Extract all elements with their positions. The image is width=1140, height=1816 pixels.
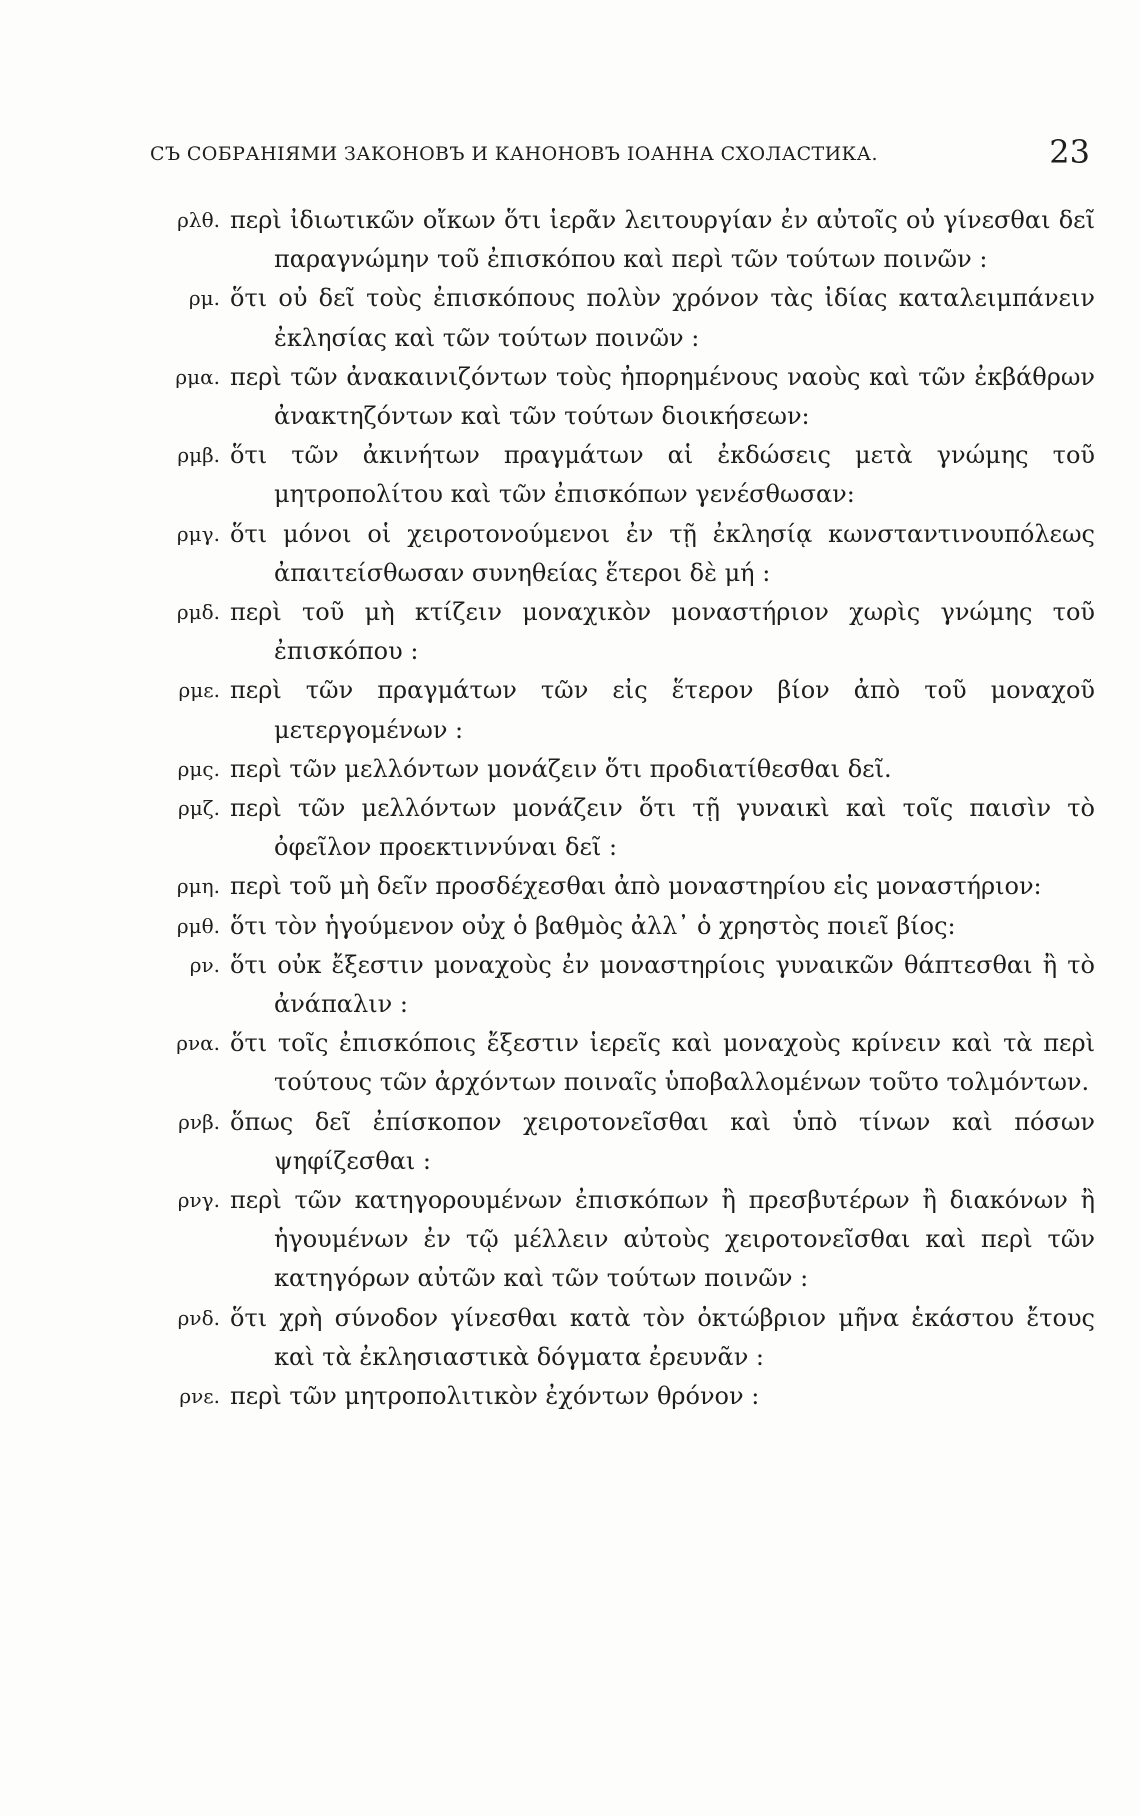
canon-text: περὶ τοῦ μὴ δεῖν προσδέχεσθαι ἀπὸ μοναστηρίου εἰς μοναστήριον:: [230, 872, 1042, 901]
canon-number: ρμ.: [188, 286, 220, 311]
canon-text: περὶ τοῦ μὴ κτίζειν μοναχικὸν μοναστήριον χωρὶς γνώμης τοῦ ἐπισκόπου :: [230, 598, 1095, 666]
canon-number: ρνβ.: [178, 1109, 220, 1134]
canon-text: ὅτι τοῖς ἐπισκόποις ἔξεστιν ἱερεῖς καὶ μοναχοὺς κρίνειν καὶ τὰ περὶ τούτους τῶν ἀρχόντων ποιναῖς ὑποβαλλομένων τοῦτο τολμόντων.: [230, 1029, 1095, 1097]
canon-text: ὅτι χρὴ σύνοδον γίνεσθαι κατὰ τὸν ὀκτώβριον μῆνα ἑκάστου ἔτους καὶ τὰ ἐκλησιαστικὰ δόγματα ἐρευνᾶν :: [230, 1303, 1095, 1371]
canon-entry: [160, 515, 1095, 593]
canon-text: ὅτι τὸν ἡγούμενον οὐχ ὁ βαθμὸς ἀλλ᾽ ὁ χρηστὸς ποιεῖ βίος:: [230, 911, 956, 940]
canon-entry: [160, 867, 1095, 906]
canon-number: ρμδ.: [176, 600, 220, 625]
canon-entry: [160, 593, 1095, 671]
canon-text: ὅτι οὐ δεῖ τοὺς ἐπισκόπους πολὺν χρόνον τὰς ἰδίας καταλειμπάνειν ἐκλησίας καὶ τῶν τούτων ποινῶν :: [230, 284, 1095, 352]
canon-number: ρμα.: [175, 364, 220, 389]
canon-number: ρνε.: [179, 1384, 220, 1409]
canon-text: περὶ τῶν μελλόντων μονάζειν ὅτι προδιατίθεσθαι δεῖ.: [230, 754, 892, 783]
canon-text: ὅτι μόνοι οἱ χειροτονούμενοι ἐν τῇ ἐκλησίᾳ κωνσταντινουπόλεως ἀπαιτείσθωσαν συνηθείας ἕτεροι δὲ μή :: [230, 519, 1095, 587]
canon-number: ρμζ.: [178, 796, 220, 821]
canon-text: ὅτι οὐκ ἔξεστιν μοναχοὺς ἐν μοναστηρίοις γυναικῶν θάπτεσθαι ἢ τὸ ἀνάπαλιν :: [230, 950, 1095, 1019]
canon-entry: [160, 1377, 1095, 1416]
canon-text: περὶ τῶν μητροπολιτικὸν ἐχόντων θρόνον :: [230, 1382, 760, 1411]
canon-number: ρν.: [189, 952, 220, 977]
canon-number: ρνα.: [176, 1031, 220, 1056]
canon-text: ὅτι τῶν ἀκινήτων πραγμάτων αἱ ἐκδώσεις μετὰ γνώμης τοῦ μητροπολίτου καὶ τῶν ἐπισκόπων γενέσθωσαν:: [230, 441, 1095, 509]
canon-entry: [160, 1181, 1095, 1299]
canon-entry: [160, 436, 1095, 514]
canon-number: ρλθ.: [177, 208, 220, 232]
canon-entry: [160, 1103, 1095, 1181]
canon-entry: [160, 201, 1095, 279]
running-head: [150, 133, 1090, 173]
canon-entry: [160, 907, 1095, 946]
canon-entry: [160, 1299, 1095, 1377]
canon-number: ρμε.: [178, 678, 220, 703]
canon-number: ρμθ.: [176, 913, 220, 938]
canon-number: ρμη.: [176, 874, 220, 899]
canon-text: περὶ τῶν πραγμάτων τῶν εἰς ἕτερον βίον ἀπὸ τοῦ μοναχοῦ μετεργομένων :: [230, 676, 1095, 744]
canon-text: περὶ τῶν κατηγορουμένων ἐπισκόπων ἢ πρεσβυτέρων ἢ διακόνων ἢ ἡγουμένων ἐν τῷ μέλλειν αὐτοὺς χειροτονεῖσθαι καὶ περὶ τῶν κατηγόρων αὐτῶν καὶ τῶν τούτων ποινῶν :: [230, 1186, 1095, 1293]
canon-entry: [160, 789, 1095, 867]
canon-number: ρμγ.: [176, 521, 220, 546]
canon-text: περὶ τῶν μελλόντων μονάζειν ὅτι τῇ γυναικὶ καὶ τοῖς παισὶν τὸ ὀφεῖλον προεκτιννύναι δεῖ :: [230, 794, 1095, 862]
canon-number: ρμβ.: [177, 443, 220, 468]
canon-text: περὶ ἰδιωτικῶν οἴκων ὅτι ἱερᾶν λειτουργίαν ἐν αὐτοῖς οὐ γίνεσθαι δεῖ παραγνώμην τοῦ ἐπισκόπου καὶ περὶ τῶν τούτων ποινῶν :: [230, 206, 1095, 274]
canon-text: ὅπως δεῖ ἐπίσκοπον χειροτονεῖσθαι καὶ ὑπὸ τίνων καὶ πόσων ψηφίζεσθαι :: [230, 1107, 1095, 1175]
page-number: 23: [1049, 133, 1090, 171]
canon-number: ρνδ.: [177, 1305, 220, 1330]
canon-list: [160, 201, 1095, 1416]
canon-number: ρνγ.: [177, 1188, 220, 1213]
canon-text: περὶ τῶν ἀνακαινιζόντων τοὺς ἠπορημένους ναοὺς καὶ τῶν ἐκβάθρων ἀνακτηζόντων καὶ τῶν τούτων διοικήσεων:: [230, 362, 1095, 431]
canon-entry: [160, 671, 1095, 749]
canon-entry: [160, 1024, 1095, 1102]
canon-entry: [160, 358, 1095, 436]
canon-entry: [160, 946, 1095, 1024]
canon-entry: [160, 750, 1095, 789]
running-title: СЪ СОБРАНІЯМИ ЗАКОНОВЪ И КАНОНОВЪ ІОАННА СХОЛАСТИКА.: [150, 143, 878, 165]
canon-number: ρμς.: [177, 756, 220, 781]
canon-entry: [160, 279, 1095, 357]
